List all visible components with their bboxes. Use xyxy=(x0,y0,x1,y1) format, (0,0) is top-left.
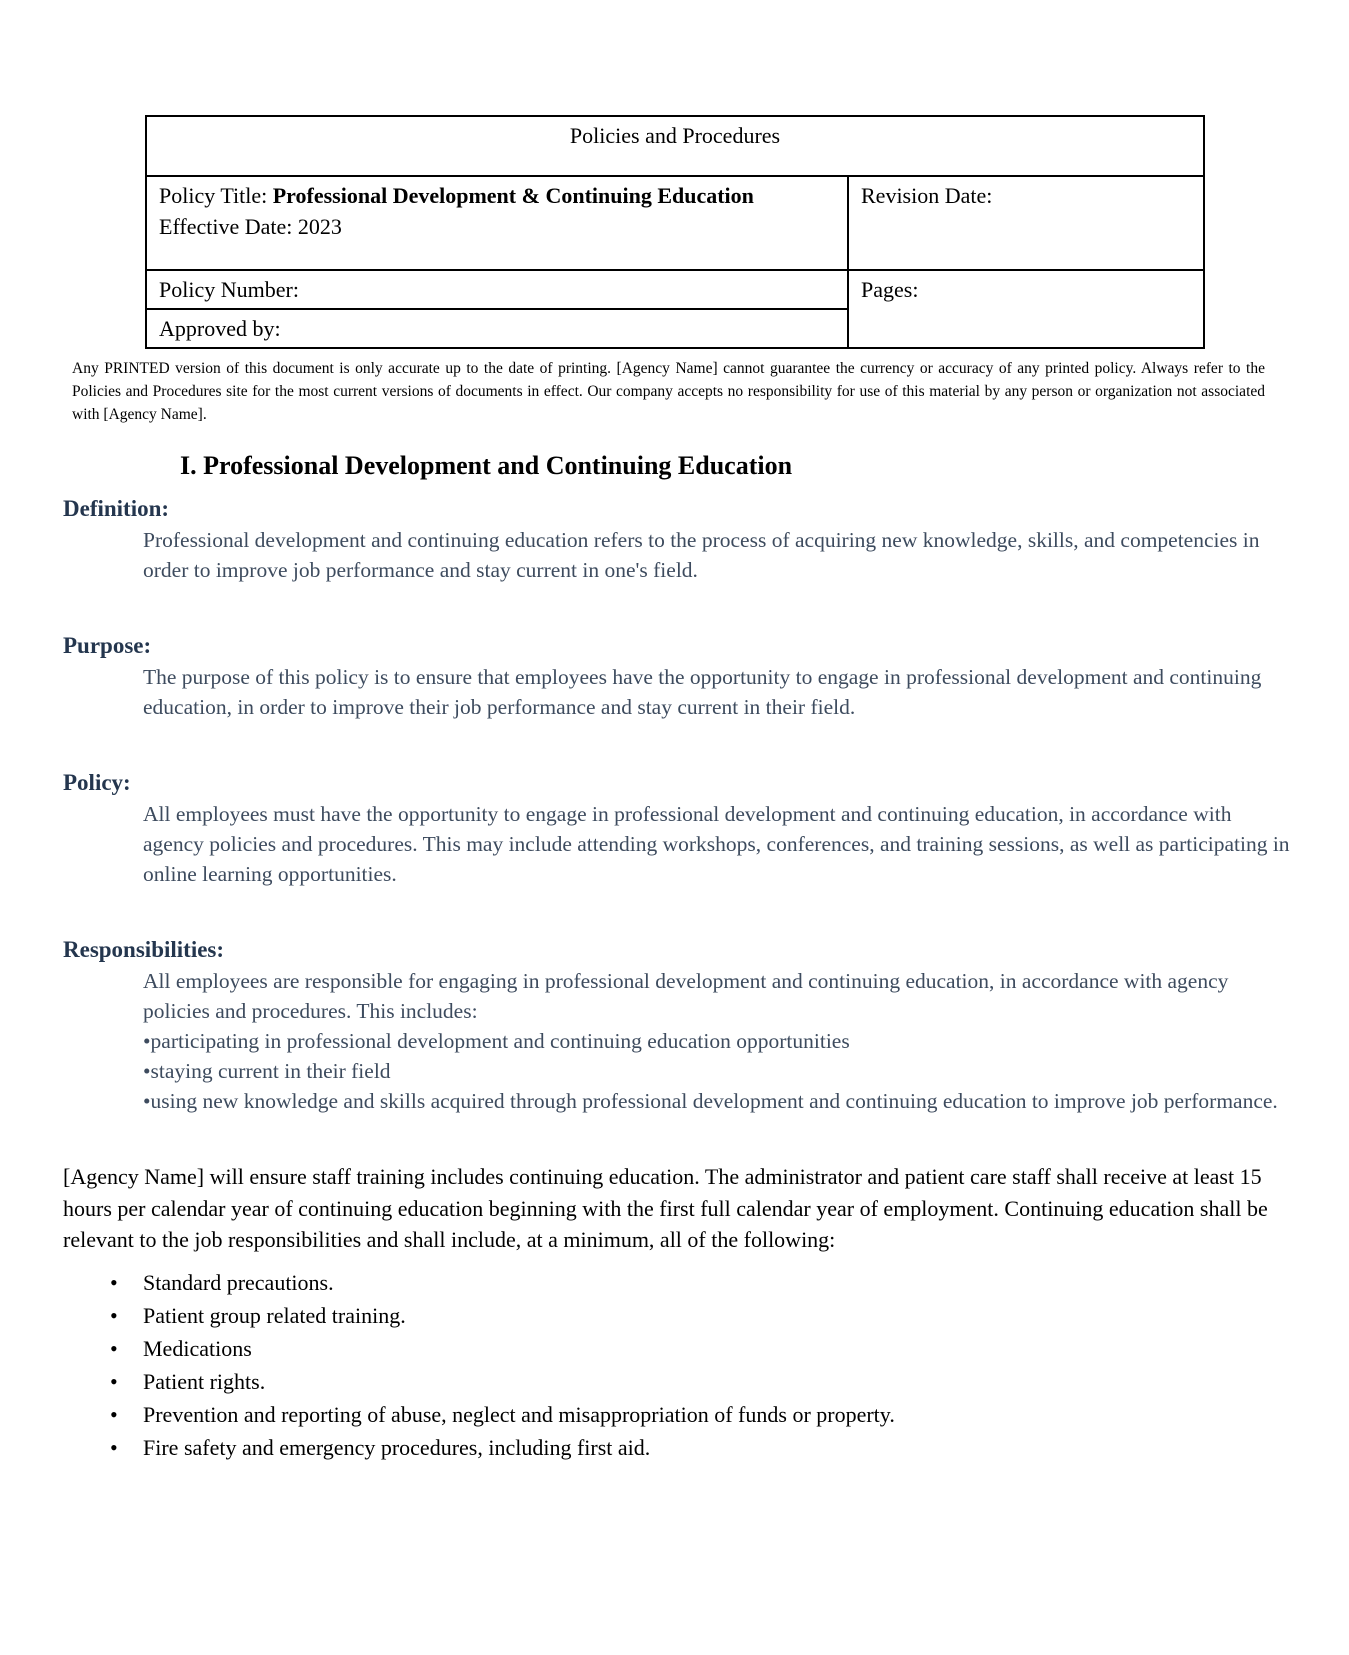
list-item-text: Prevention and reporting of abuse, neglect and misappropriation of funds or property. xyxy=(143,1401,895,1427)
list-item xyxy=(110,1365,1349,1398)
section-body-definition: Professional development and continuing education refers to the process of acquiring new knowledge, skills, and competencies in order to improve job performance and stay current in one's field. xyxy=(143,528,1260,582)
section-body-responsibilities: All employees are responsible for engaging in professional development and continuing education, in accordance with agency policies and procedures. This includes: xyxy=(143,969,1229,1023)
policy-title-value: Professional Development & Continuing Education xyxy=(272,183,754,208)
section-responsibilities xyxy=(0,934,1349,1116)
responsibility-bullet-item: • participating in professional development and continuing education opportunities xyxy=(143,1026,1293,1056)
bullet-icon xyxy=(110,1365,143,1398)
section-heading-policy: Policy: xyxy=(63,770,131,795)
policy-title-cell xyxy=(146,176,848,270)
bullet-icon xyxy=(110,1398,143,1431)
section-body-purpose: The purpose of this policy is to ensure that employees have the opportunity to engage in professional development and continuing education, in order to improve their job performance and stay current in their field. xyxy=(143,665,1262,719)
list-item-text: Medications xyxy=(143,1335,252,1361)
bullet-icon xyxy=(110,1431,143,1464)
revision-date-label: Revision Date: xyxy=(861,183,993,208)
policy-title-label: Policy Title: xyxy=(159,183,273,208)
policy-number-cell xyxy=(146,270,848,309)
list-item xyxy=(110,1299,1349,1332)
section-definition xyxy=(0,493,1349,585)
section-body-policy: All employees must have the opportunity to engage in professional development and continuing education, in accordance with agency policies and procedures. This may include attending workshops, conferences, and training sessions, as well as participating in online learning opportunities. xyxy=(143,802,1290,886)
responsibility-bullet-item: • using new knowledge and skills acquired through professional development and continuing education to improve job performance. xyxy=(143,1086,1293,1116)
pages-label: Pages: xyxy=(861,277,919,302)
pages-cell xyxy=(848,270,1204,348)
section-purpose xyxy=(0,630,1349,722)
bullet-icon xyxy=(110,1332,143,1365)
agency-paragraph: [Agency Name] will ensure staff training includes continuing education. The administrator and patient care staff shall receive at least 15 hours per calendar year of continuing education beginning with the first full calendar year of employment. Continuing education shall be relevant to the job responsibilities and shall include, at a minimum, all of the following: xyxy=(63,1164,1268,1252)
effective-date: Effective Date: 2023 xyxy=(159,214,342,239)
section-heading-responsibilities: Responsibilities: xyxy=(63,937,225,962)
list-item-text: Fire safety and emergency procedures, including first aid. xyxy=(143,1434,651,1460)
approved-by-cell xyxy=(146,309,848,348)
policy-number-label: Policy Number: xyxy=(159,277,299,302)
section-heading-definition: Definition: xyxy=(63,496,170,521)
bullet-icon xyxy=(110,1266,143,1299)
requirements-list xyxy=(0,1266,1349,1464)
revision-date-cell xyxy=(848,176,1204,270)
responsibility-bullet-item: • staying current in their field xyxy=(143,1056,1293,1086)
table-title-cell xyxy=(146,116,1204,176)
list-item xyxy=(110,1431,1349,1464)
disclaimer-text: Any PRINTED version of this document is only accurate up to the date of printing. [Agency Name] cannot guarantee the currency or accuracy of any printed policy. Always refer to the Policies and Procedures site for the most current versions of documents in effect. Our company accepts no responsibility for use of this material by any person or organization not associated with [Agency Name]. xyxy=(72,360,1265,423)
document-page xyxy=(0,115,1349,1655)
section-policy xyxy=(0,767,1349,889)
list-item-text: Patient rights. xyxy=(143,1368,266,1394)
section-heading-purpose: Purpose: xyxy=(63,633,152,658)
list-item-text: Standard precautions. xyxy=(143,1269,334,1295)
main-heading: I. Professional Development and Continuing Education xyxy=(180,451,793,480)
policy-header-table xyxy=(145,115,1205,349)
list-item xyxy=(110,1398,1349,1431)
approved-by-label: Approved by: xyxy=(159,316,281,341)
list-item-text: Patient group related training. xyxy=(143,1302,406,1328)
list-item xyxy=(110,1266,1349,1299)
bullet-icon xyxy=(110,1299,143,1332)
list-item xyxy=(110,1332,1349,1365)
table-title: Policies and Procedures xyxy=(569,123,781,148)
